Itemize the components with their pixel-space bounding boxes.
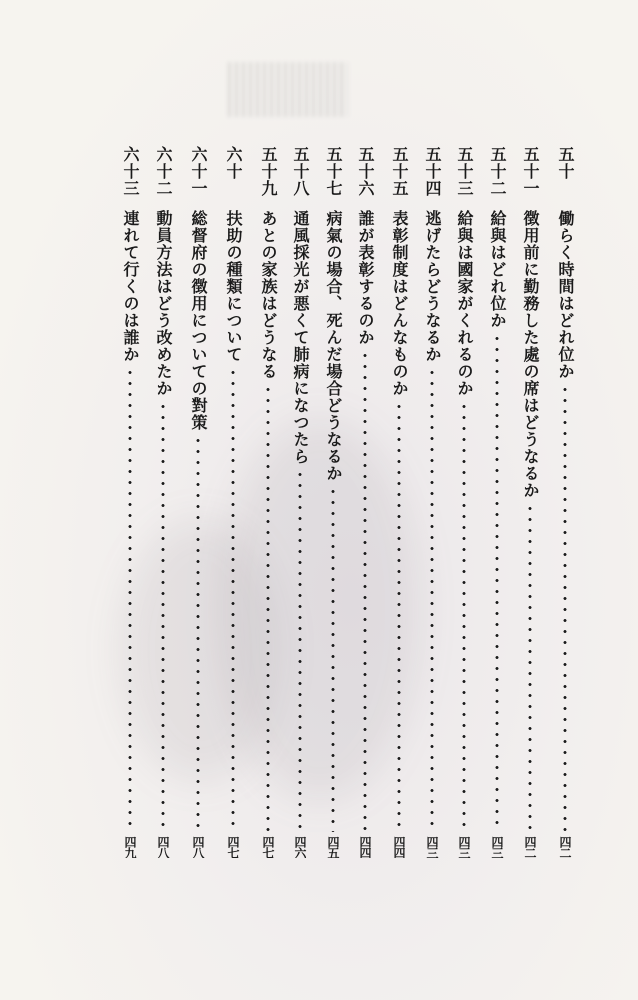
toc-entry[interactable] bbox=[484, 146, 510, 858]
entry-page-number: 四九 bbox=[123, 836, 137, 858]
entry-page-number: 四四 bbox=[392, 836, 406, 858]
entry-title: 表彰制度はどんなものか bbox=[390, 210, 409, 397]
entry-title: あとの家族はどうなる bbox=[259, 210, 278, 380]
dot-leader bbox=[196, 435, 200, 832]
entry-title: 動員方法はどう改めたか bbox=[154, 210, 173, 397]
entry-number: 五十五 bbox=[390, 146, 409, 197]
toc-entry[interactable] bbox=[185, 146, 211, 858]
entry-number: 六十一 bbox=[189, 146, 208, 197]
dot-leader bbox=[363, 350, 367, 832]
toc-entry[interactable] bbox=[117, 146, 143, 858]
entry-number: 五十七 bbox=[324, 146, 343, 197]
dot-leader bbox=[128, 367, 132, 832]
entry-page-number: 四二 bbox=[558, 836, 572, 858]
dot-leader bbox=[462, 401, 466, 832]
dot-leader bbox=[161, 401, 165, 832]
toc-entry[interactable] bbox=[255, 146, 281, 858]
toc-entry[interactable] bbox=[552, 146, 578, 858]
entry-title: 扶助の種類について bbox=[224, 210, 243, 363]
entry-number: 五十八 bbox=[291, 146, 310, 197]
dot-leader bbox=[231, 367, 235, 832]
dot-leader bbox=[266, 384, 270, 832]
entry-page-number: 四二 bbox=[523, 836, 537, 858]
entry-number: 五十四 bbox=[423, 146, 442, 197]
dot-leader bbox=[495, 333, 499, 832]
entry-title: 給與はどれ位か bbox=[488, 210, 507, 329]
entry-number: 六十 bbox=[224, 146, 243, 180]
entry-page-number: 四四 bbox=[358, 836, 372, 858]
entry-title: 誰が表彰するのか bbox=[356, 210, 375, 346]
entry-title: 逃げたらどうなるか bbox=[423, 210, 442, 363]
entry-page-number: 四七 bbox=[226, 836, 240, 858]
dot-leader bbox=[430, 367, 434, 832]
entry-number: 五十 bbox=[556, 146, 575, 180]
toc-entry[interactable] bbox=[150, 146, 176, 858]
entry-title: 総督府の徴用についての對策 bbox=[189, 210, 208, 431]
entry-number: 五十二 bbox=[488, 146, 507, 197]
dot-leader bbox=[397, 401, 401, 832]
toc-entry[interactable] bbox=[386, 146, 412, 858]
entry-title: 通風採光が悪くて肺病になつたら bbox=[291, 210, 310, 465]
entry-title: 病氣の場合、死んだ場合どうなるか bbox=[324, 210, 343, 482]
entry-number: 五十一 bbox=[521, 146, 540, 197]
toc-entry[interactable] bbox=[451, 146, 477, 858]
entry-number: 五十六 bbox=[356, 146, 375, 197]
toc-entry[interactable] bbox=[419, 146, 445, 858]
entry-page-number: 四八 bbox=[191, 836, 205, 858]
entry-page-number: 四三 bbox=[490, 836, 504, 858]
entry-page-number: 四三 bbox=[425, 836, 439, 858]
entry-number: 五十三 bbox=[455, 146, 474, 197]
entry-number: 六十二 bbox=[154, 146, 173, 197]
dot-leader bbox=[528, 503, 532, 832]
entry-title: 給與は國家がくれるのか bbox=[455, 210, 474, 397]
entry-page-number: 四三 bbox=[457, 836, 471, 858]
entry-page-number: 四五 bbox=[326, 836, 340, 858]
dot-leader bbox=[563, 384, 567, 832]
toc-entry[interactable] bbox=[352, 146, 378, 858]
toc-entry[interactable] bbox=[220, 146, 246, 858]
entry-number: 五十九 bbox=[259, 146, 278, 197]
dot-leader bbox=[331, 486, 335, 832]
entry-title: 徴用前に勤務した處の席はどうなるか bbox=[521, 210, 540, 499]
toc-entry[interactable] bbox=[287, 146, 313, 858]
entry-page-number: 四八 bbox=[156, 836, 170, 858]
entry-page-number: 四六 bbox=[293, 836, 307, 858]
entry-number: 六十三 bbox=[121, 146, 140, 197]
entry-page-number: 四七 bbox=[261, 836, 275, 858]
entry-title: 連れて行くのは誰か bbox=[121, 210, 140, 363]
toc-entry[interactable] bbox=[517, 146, 543, 858]
dot-leader bbox=[298, 469, 302, 832]
toc-entry[interactable] bbox=[320, 146, 346, 858]
entry-title: 働らく時間はどれ位か bbox=[556, 210, 575, 380]
